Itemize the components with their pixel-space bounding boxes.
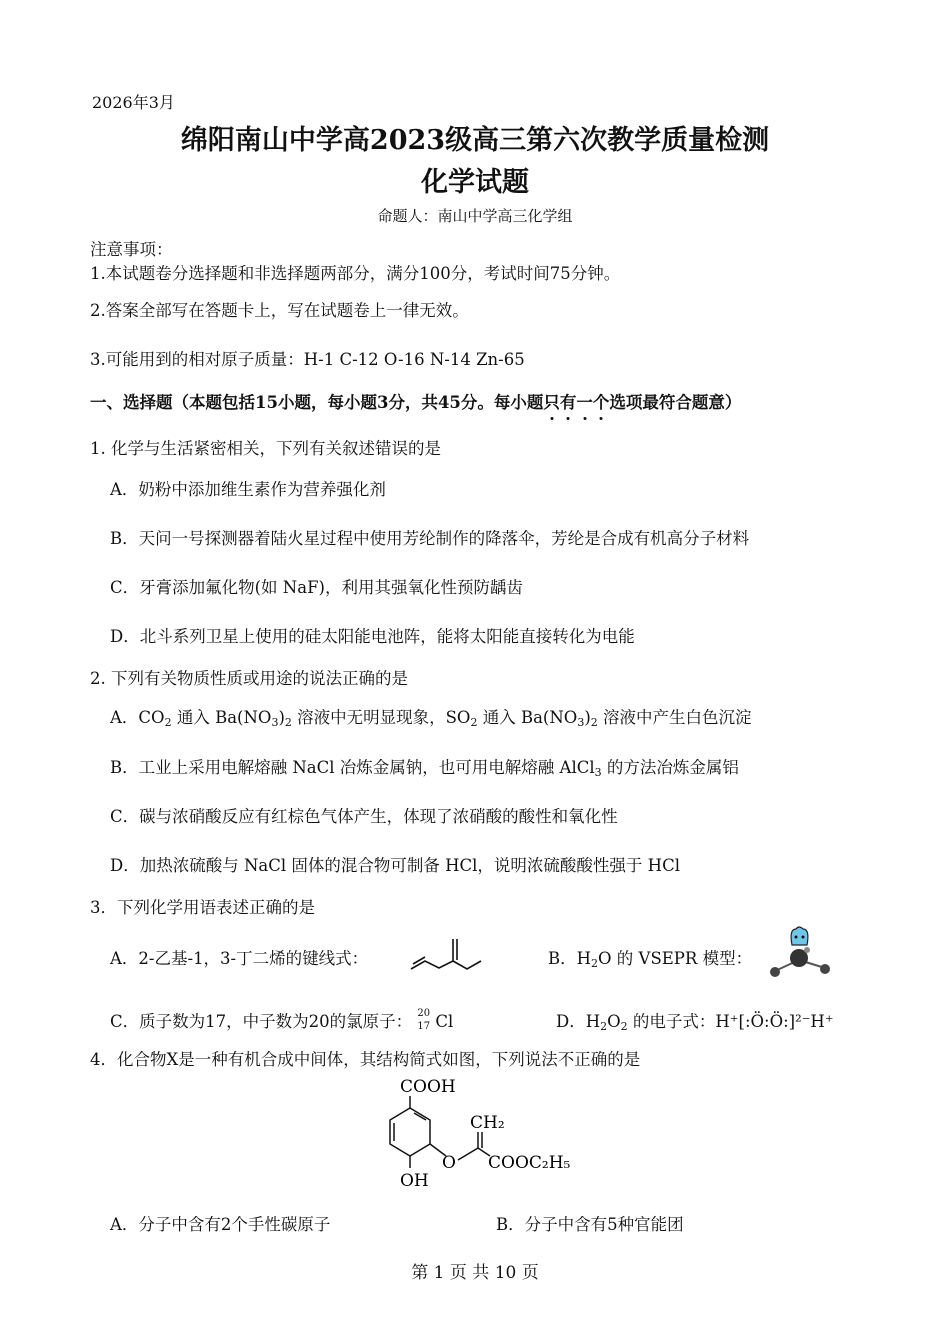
section-heading-post: 选项最符合题意） xyxy=(609,393,742,412)
q2-option-b: B．工业上采用电解熔融 NaCl 冶炼金属钠，也可用电解熔融 AlCl$_3$ 的方法冶炼金属铝 xyxy=(110,758,739,779)
q3-option-c: C．质子数为17，中子数为20的氯原子： 20 17 Cl xyxy=(110,1008,454,1032)
exam-date: 2026年3月 xyxy=(92,93,175,112)
vsepr-model-image xyxy=(765,925,835,980)
notice-item-1: 1.本试题卷分选择题和非选择题两部分，满分100分，考试时间75分钟。 xyxy=(90,264,621,283)
notice-item-2: 2.答案全部写在答题卡上，写在试题卷上一律无效。 xyxy=(90,301,469,320)
struct-ester-label: COOC₂H₅ xyxy=(488,1153,571,1173)
q1-option-a: A．奶粉中添加维生素作为营养强化剂 xyxy=(110,480,386,499)
page-number: 第 1 页 共 10 页 xyxy=(411,1263,539,1283)
emphasis-char-3: 一 xyxy=(576,389,593,413)
exam-title: 绵阳南山中学高2023级高三第六次教学质量检测 xyxy=(180,125,770,156)
q1-option-c: C．牙膏添加氟化物(如 NaF)，利用其强氧化性预防龋齿 xyxy=(110,578,523,597)
q3-option-d: D．$H_2O_2$ 的电子式：H⁺[:Ö:Ö:]²⁻H⁺ xyxy=(556,1012,834,1033)
section-heading-pre: 一、选择题（本题包括15小题，每小题3分，共45分。每小题 xyxy=(90,393,544,412)
emphasis-char-1: 只 xyxy=(543,389,560,413)
q3-stem: 3．下列化学用语表述正确的是 xyxy=(90,898,315,917)
notice-heading: 注意事项： xyxy=(90,240,173,259)
emphasis-char-4: 个 xyxy=(593,389,610,413)
structure-formula-image xyxy=(370,1068,580,1198)
struct-o-label: O xyxy=(442,1153,456,1173)
exam-subject: 化学试题 xyxy=(421,167,529,198)
struct-oh-label: OH xyxy=(400,1171,429,1191)
q2-option-d: D．加热浓硫酸与 NaCl 固体的混合物可制备 HCl，说明浓硫酸酸性强于 HCl xyxy=(110,856,680,875)
struct-cooh-label: COOH xyxy=(400,1077,456,1097)
q4-option-a: A．分子中含有2个手性碳原子 xyxy=(110,1215,331,1234)
notice-item-3: 3.可能用到的相对原子质量：H-1 C-12 O-16 N-14 Zn-65 xyxy=(90,350,525,369)
isotope-notation: 20 17 xyxy=(417,1008,431,1032)
q4-option-b: B．分子中含有5种官能团 xyxy=(496,1215,684,1234)
skeletal-formula-image xyxy=(405,933,485,973)
struct-ch2-label: CH₂ xyxy=(470,1113,505,1133)
q1-option-d: D．北斗系列卫星上使用的硅太阳能电池阵，能将太阳能直接转化为电能 xyxy=(110,627,635,646)
q1-option-b: B．天问一号探测器着陆火星过程中使用芳纶制作的降落伞，芳纶是合成有机高分子材料 xyxy=(110,529,750,548)
q4-stem: 4．化合物X是一种有机合成中间体，其结构简式如图，下列说法不正确的是 xyxy=(90,1050,641,1069)
section-heading xyxy=(90,389,741,413)
q2-stem: 2. 下列有关物质性质或用途的说法正确的是 xyxy=(90,669,408,688)
q1-stem: 1. 化学与生活紧密相关，下列有关叙述错误的是 xyxy=(90,439,441,458)
emphasis-char-2: 有 xyxy=(560,389,577,413)
exam-author: 命题人：南山中学高三化学组 xyxy=(377,207,573,225)
q3-option-a: A．2-乙基-1，3-丁二烯的键线式： xyxy=(110,949,369,968)
q2-option-a: A．$CO_2$ 通入 $Ba(NO_3)_2$ 溶液中无明显现象，$SO_2$ 通入 $Ba(NO_3)_2$ 溶液中产生白色沉淀 xyxy=(110,708,752,729)
q3-option-b: B．$H_2O$ 的 VSEPR 模型： xyxy=(548,949,753,970)
q2-option-c: C．碳与浓硝酸反应有红棕色气体产生，体现了浓硝酸的酸性和氧化性 xyxy=(110,807,618,826)
electron-formula: H⁺[:Ö:Ö:]²⁻H⁺ xyxy=(715,1012,834,1031)
